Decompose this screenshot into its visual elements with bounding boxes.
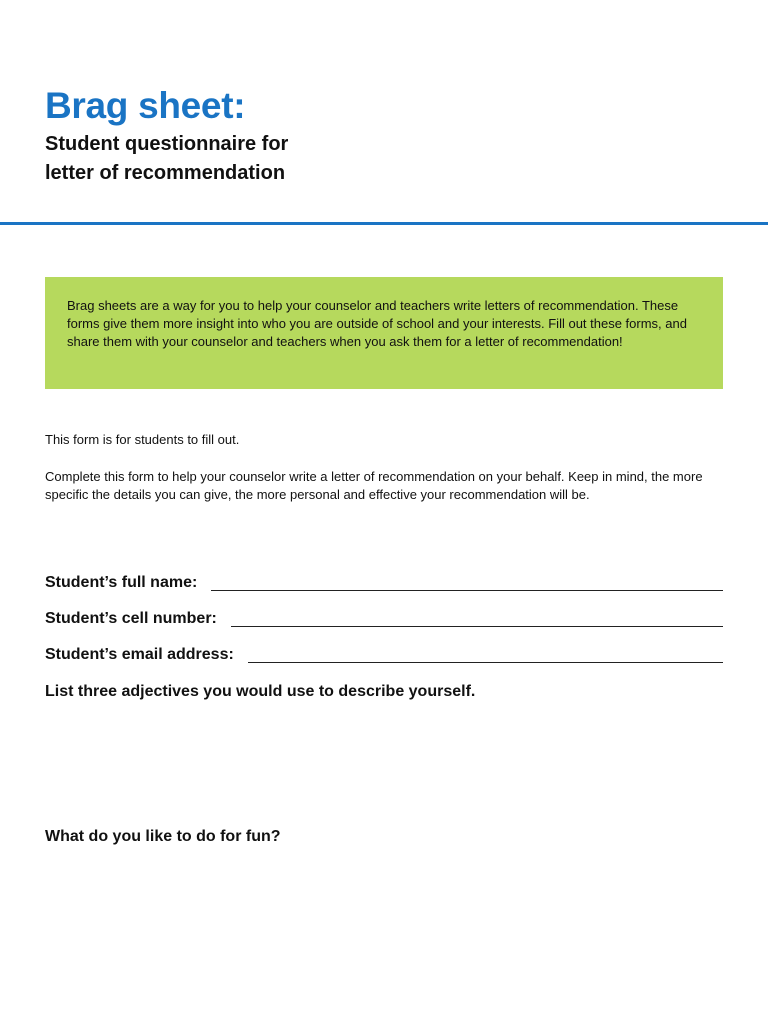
intro-text-1: This form is for students to fill out. — [45, 432, 240, 447]
cell-number-label: Student’s cell number: — [45, 610, 217, 627]
info-callout — [45, 277, 723, 389]
fun-question: What do you like to do for fun? — [45, 828, 281, 845]
subtitle-line-1: Student questionnaire for — [45, 133, 289, 155]
email-label: Student’s email address: — [45, 646, 234, 663]
header-divider — [0, 222, 768, 225]
cell-number-field[interactable] — [231, 626, 723, 627]
cell-number-row — [45, 609, 723, 629]
page-title: Brag sheet: — [45, 85, 246, 126]
full-name-row — [45, 573, 723, 593]
full-name-label: Student’s full name: — [45, 574, 198, 591]
page-subtitle — [45, 130, 465, 188]
email-field[interactable] — [248, 662, 723, 663]
intro-text-2: Complete this form to help your counselor write a letter of recommendation on your behalf. Keep in mind, the more specific the details you can give, the more personal and effective your recommendation will be. — [45, 469, 703, 502]
callout-text: Brag sheets are a way for you to help your counselor and teachers write letters of recommendation. These forms give them more insight into who you are outside of school and your interests. Fill out these forms, and share them with your counselor and teachers when you ask them for a letter of recommendation! — [67, 298, 687, 349]
adjectives-question: List three adjectives you would use to describe yourself. — [45, 683, 476, 700]
email-row — [45, 645, 723, 665]
subtitle-line-2: letter of recommendation — [45, 162, 286, 184]
full-name-field[interactable] — [211, 590, 723, 591]
